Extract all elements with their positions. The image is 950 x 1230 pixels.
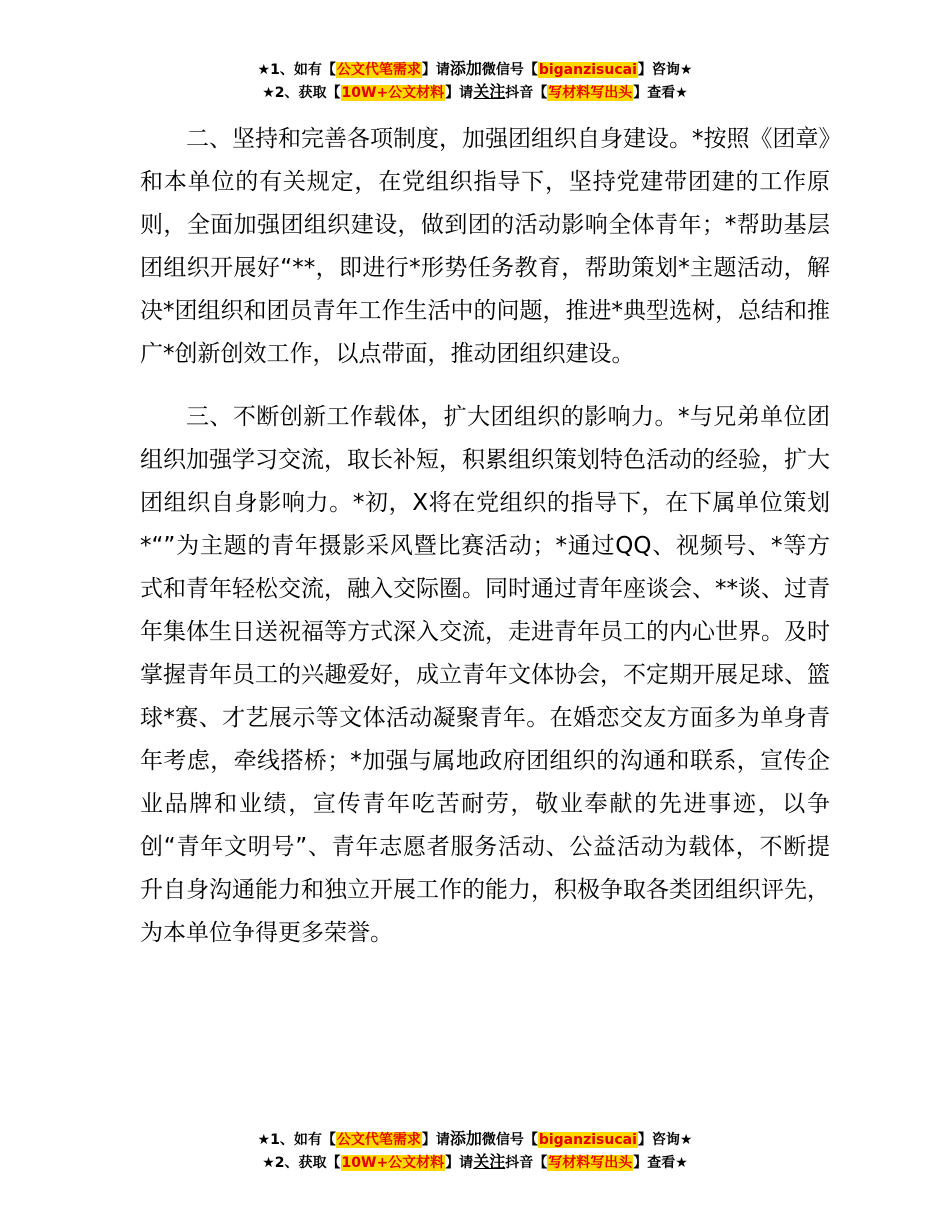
banner-line-1-suffix: 】咨询★ — [637, 62, 693, 78]
banner-line-2-mid: 】请 — [445, 85, 474, 101]
banner-line-1-mid2: 微信号【 — [481, 62, 538, 78]
banner-line-2-emphasis: 关注 — [473, 82, 506, 101]
banner-line-1-highlight-service: 公文代笔需求 — [336, 62, 421, 78]
banner-line-2-mid2: 抖音【 — [505, 85, 548, 101]
footer-line-2-suffix: 】查看★ — [633, 1155, 688, 1171]
footer-line-2 — [0, 1151, 950, 1174]
banner-line-2 — [0, 81, 950, 104]
footer-line-1-prefix: ★1、如有【 — [257, 1132, 336, 1148]
footer-line-2-emphasis: 关注 — [473, 1152, 506, 1171]
footer-line-2-prefix: ★2、获取【 — [262, 1155, 341, 1171]
footer-line-1-suffix: 】咨询★ — [637, 1132, 693, 1148]
footer-line-2-mid2: 抖音【 — [505, 1155, 548, 1171]
banner-line-1-emphasis: 添加 — [449, 59, 482, 78]
banner-line-2-highlight-materials: 10W+公文材料 — [341, 85, 445, 101]
footer-line-2-mid: 】请 — [445, 1155, 474, 1171]
footer-line-2-highlight-materials: 10W+公文材料 — [341, 1155, 445, 1171]
footer-line-1-mid: 】请 — [421, 1132, 450, 1148]
header-banner — [0, 58, 950, 104]
document-body — [140, 118, 830, 955]
footer-line-1-mid2: 微信号【 — [481, 1132, 538, 1148]
banner-line-2-prefix: ★2、获取【 — [262, 85, 341, 101]
banner-line-1-prefix: ★1、如有【 — [257, 62, 336, 78]
paragraph-section-two: 二、坚持和完善各项制度，加强团组织自身建设。*按照《团章》和本单位的有关规定，在党组织指导下，坚持党建带团建的工作原则，全面加强团组织建设，做到团的活动影响全体青年；*帮助基层团组织开展好“**，即进行*形势任务教育，帮助策划*主题活动，解决*团组织和团员青年工作生活中的问题，推进*典型选树，总结和推广*创新创效工作，以点带面，推动团组织建设。 — [140, 126, 830, 367]
footer-line-2-highlight-douyin: 写材料写出头 — [548, 1155, 633, 1171]
banner-line-1 — [0, 58, 950, 81]
footer-line-1-highlight-wechat: biganzisucai — [538, 1132, 637, 1148]
banner-line-2-suffix: 】查看★ — [633, 85, 688, 101]
banner-line-1-mid: 】请 — [421, 62, 450, 78]
footer-line-1 — [0, 1128, 950, 1151]
banner-line-2-highlight-douyin: 写材料写出头 — [548, 85, 633, 101]
paragraph-section-three: 三、不断创新工作载体，扩大团组织的影响力。*与兄弟单位团组织加强学习交流，取长补短，积累组织策划特色活动的经验，扩大团组织自身影响力。*初，X将在党组织的指导下，在下属单位策划*“”为主题的青年摄影采风暨比赛活动；*通过QQ、视频号、*等方式和青年轻松交流，融入交际圈。同时通过青年座谈会、**谈、过青年集体生日送祝福等方式深入交流，走进青年员工的内心世界。及时掌握青年员工的兴趣爱好，成立青年文体协会，不定期开展足球、篮球*赛、才艺展示等文体活动凝聚青年。在婚恋交友方面多为单身青年考虑，牵线搭桥；*加强与属地政府团组织的沟通和联系，宣传企业品牌和业绩，宣传青年吃苦耐劳，敬业奉献的先进事迹，以争创“青年文明号”、青年志愿者服务活动、公益活动为载体，不断提升自身沟通能力和独立开展工作的能力，积极争取各类团组织评先，为本单位争得更多荣誉。 — [140, 404, 830, 946]
footer-line-1-highlight-service: 公文代笔需求 — [336, 1132, 421, 1148]
footer-banner — [0, 1128, 950, 1174]
footer-line-1-emphasis: 添加 — [449, 1129, 482, 1148]
banner-line-1-highlight-wechat: biganzisucai — [538, 62, 637, 78]
